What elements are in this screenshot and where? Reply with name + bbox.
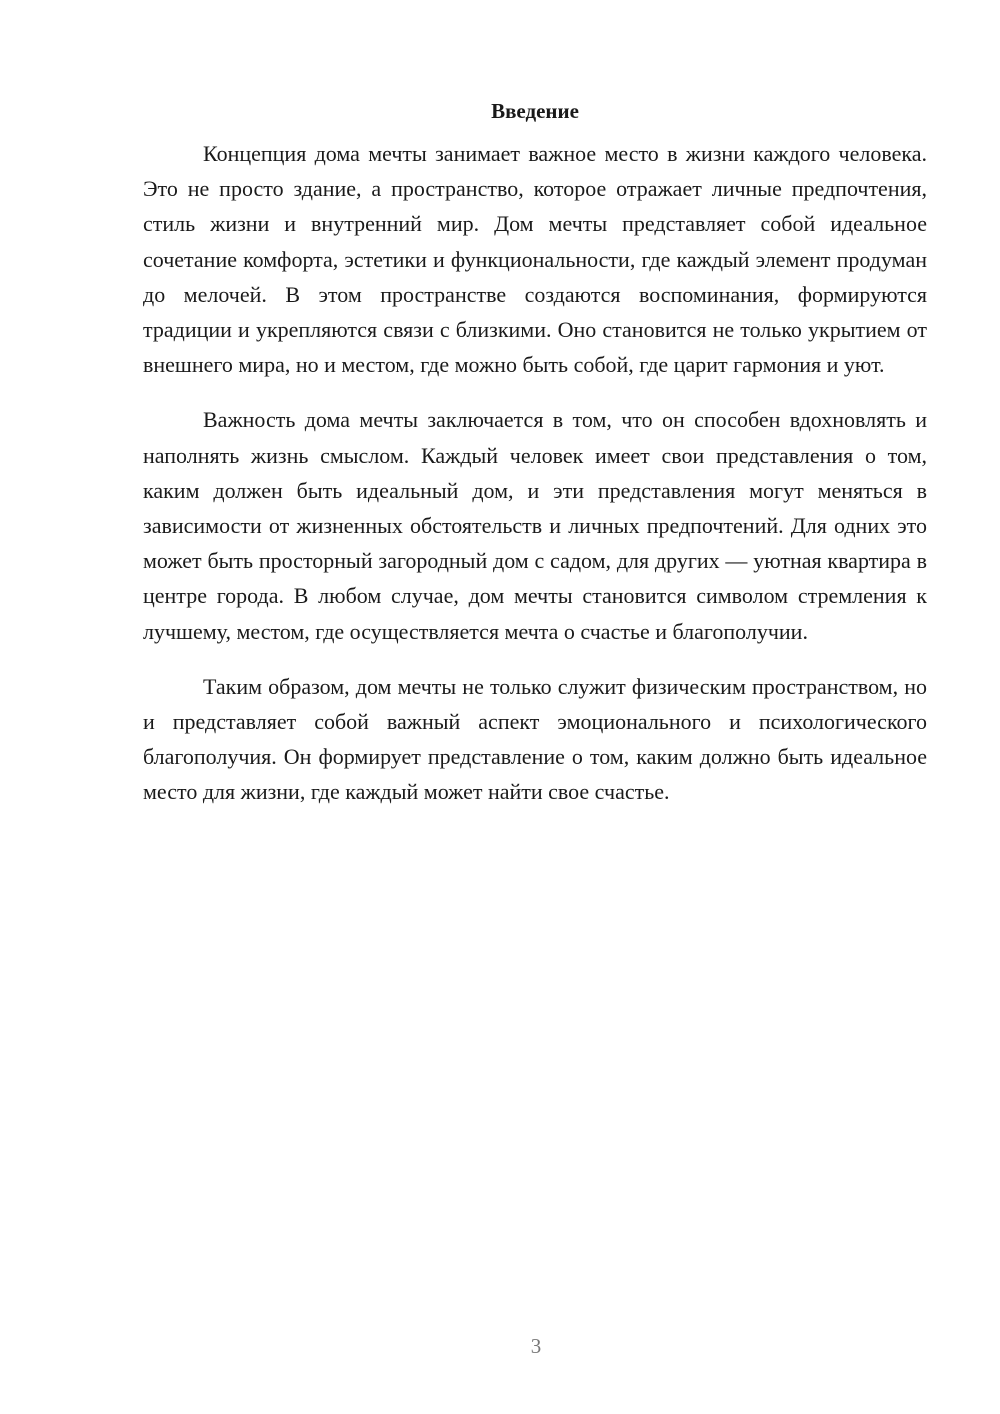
page-content [143,96,927,810]
page-number: 3 [530,1334,542,1358]
section-heading: Введение [491,99,579,123]
paragraph-2: Важность дома мечты заключается в том, что он способен вдохновлять и наполнять жизнь смыслом. Каждый человек имеет свои представления о том, каким должен быть идеальный дом, и эти представления могут меняться в зависимости от жизненных обстоятельств и личных предпочтений. Для одних это может быть просторный загородный дом с садом, для других — уютная квартира в центре города. В любом случае, дом мечты становится символом стремления к лучшему, местом, где осуществляется мечта о счастье и благополучии. [143,407,927,644]
paragraph-3: Таким образом, дом мечты не только служит физическим пространством, но и представляет собой важный аспект эмоционального и психологического благополучия. Он формирует представление о том, каким должно быть идеальное место для жизни, где каждый может найти свое счастье. [143,673,927,805]
paragraph-1: Концепция дома мечты занимает важное место в жизни каждого человека. Это не просто здание, а пространство, которое отражает личные предпочтения, стиль жизни и внутренний мир. Дом мечты представляет собой идеальное сочетание комфорта, эстетики и функциональности, где каждый элемент продуман до мелочей. В этом пространстве создаются воспоминания, формируются традиции и укрепляются связи с близкими. Оно становится не только укрытием от внешнего мира, но и местом, где можно быть собой, где царит гармония и уют. [143,141,927,378]
